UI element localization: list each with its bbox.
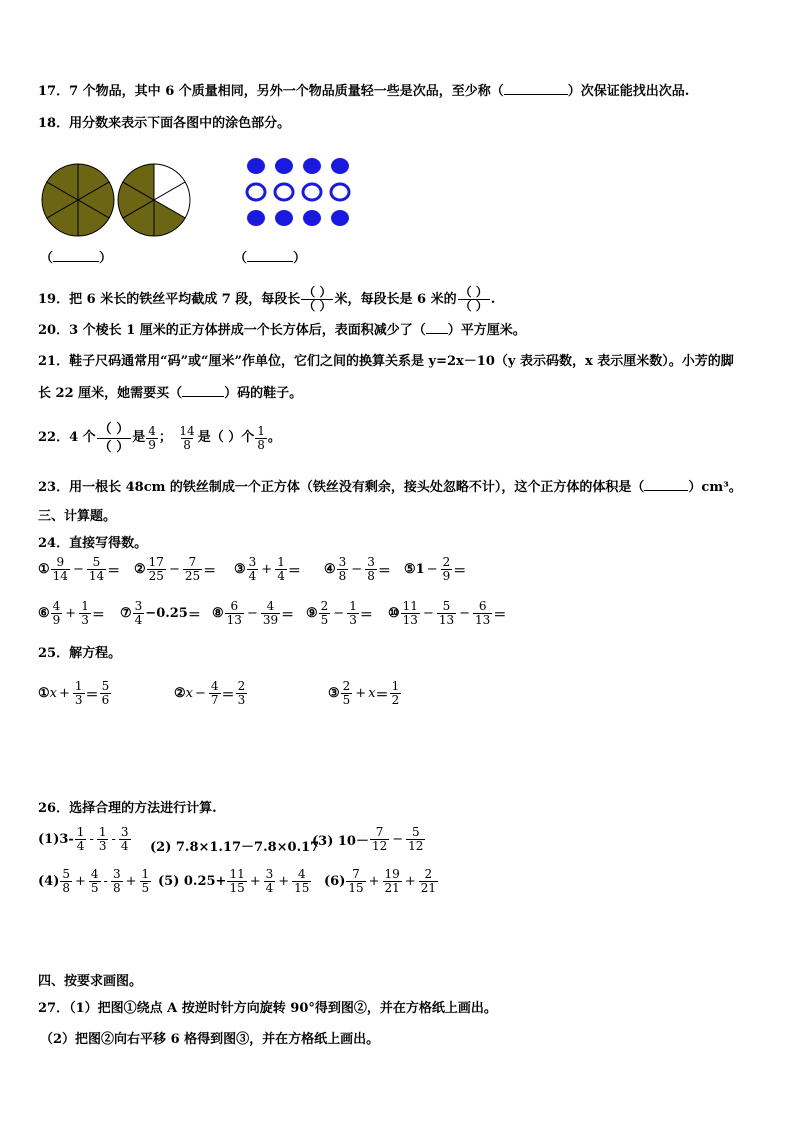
q25-text: 解方程。	[69, 646, 122, 661]
q24-item-10: ⑩ $\frac{11}{13}$ − $\frac{5}{13}$ − $\frac{6}{13}$ ＝	[388, 599, 507, 627]
q18-ans1-close: ）	[99, 251, 113, 266]
q26-text: 选择合理的方法进行计算.	[69, 801, 217, 816]
q22-number: 22．	[38, 430, 70, 445]
question-27-part-2: （2）把图②向右平移 6 格得到图③，并在方格纸上画出。	[40, 1032, 380, 1047]
question-25	[38, 645, 121, 663]
dot	[247, 210, 265, 226]
q20-text: 3 个棱长 1 厘米的正方体拼成一个长方体后，表面积减少了（	[69, 323, 426, 338]
q17-answer-blank[interactable]	[504, 82, 568, 95]
q21-number: 21．	[38, 354, 70, 369]
q26-problem-5: (5) 0.25+ $\frac{11}{15}$ + $\frac{3}{4}$ + $\frac{4}{15}$	[158, 867, 310, 895]
q18-answer-blank-2[interactable]	[247, 249, 293, 262]
q26-problem-4: (4) $\frac{5}{8}$ + $\frac{4}{5}$ - $\frac{3}{8}$ + $\frac{1}{5}$	[38, 867, 150, 895]
q26-problem-2: (2) 7.8×1.17－7.8×0.17	[150, 840, 320, 855]
question-20	[38, 321, 526, 340]
q25-equation-1: ① x + $\frac{1}{3}$ ＝ $\frac{5}{6}$	[38, 679, 110, 707]
q20-answer-blank[interactable]	[426, 321, 448, 334]
question-17	[38, 82, 689, 101]
q22-text-4: 是（ ）个	[197, 430, 255, 445]
q17-text-end: ）次保证能找出次品.	[567, 84, 690, 99]
q18-dots-figure	[242, 154, 362, 230]
full-circle	[42, 164, 114, 236]
q22-fraction-4-9: $\frac{4}{9}$	[148, 423, 156, 452]
q18-answer-2	[234, 249, 306, 268]
question-23	[38, 478, 742, 497]
dot	[247, 184, 265, 200]
q18-circles-figure	[40, 160, 200, 244]
question-27	[38, 1000, 497, 1018]
question-26	[38, 800, 217, 818]
dot	[331, 158, 349, 174]
q22-text-5: 。	[267, 430, 281, 445]
q24-item-4: ④ $\frac{3}{8}$ − $\frac{3}{8}$ ＝	[324, 555, 391, 583]
dot	[275, 184, 293, 200]
q18-ans2-open: （	[234, 251, 248, 266]
q24-item-9: ⑨ $\frac{2}{5}$ − $\frac{1}{3}$ ＝	[306, 599, 373, 627]
q23-answer-blank[interactable]	[644, 478, 688, 491]
q22-text-2: 是	[132, 430, 146, 445]
question-19	[38, 285, 495, 315]
q22-text-1: 4 个	[69, 430, 96, 445]
q17-text: 7 个物品，其中 6 个质量相同，另外一个物品质量轻一些是次品，至少称（	[69, 84, 504, 99]
q25-equation-2: ② x − $\frac{4}{7}$ ＝ $\frac{2}{3}$	[174, 679, 246, 707]
q24-text: 直接写得数。	[69, 536, 148, 551]
q22-fraction-1-8: $\frac{1}{8}$	[257, 423, 265, 452]
q24-item-3: ③ $\frac{3}{4}$ + $\frac{1}{4}$ ＝	[234, 555, 301, 583]
q24-item-2: ② $\frac{17}{25}$ − $\frac{7}{25}$ ＝	[134, 555, 217, 583]
q24-item-7: ⑦ $\frac{3}{4}$ −0.25 ＝	[120, 599, 201, 627]
q18-answer-1	[40, 249, 112, 268]
dot	[275, 210, 293, 226]
question-24	[38, 535, 147, 553]
q23-text: 用一根长 48cm 的铁丝制成一个正方体（铁丝没有剩余，接头处忽略不计），这个正方体的体积是（	[69, 480, 645, 495]
q24-item-6: ⑥ $\frac{4}{9}$ + $\frac{1}{3}$ ＝	[38, 599, 105, 627]
section-3-heading: 三、计算题。	[38, 509, 117, 524]
partial-circle	[118, 164, 190, 236]
dot	[331, 184, 349, 200]
dot	[331, 210, 349, 226]
q24-item-5: ⑤ 1 − $\frac{2}{9}$ ＝	[404, 555, 467, 583]
q19-number: 19．	[38, 292, 70, 307]
dot	[275, 158, 293, 174]
q21-text: 鞋子尺码通常用“码”或“厘米”作单位，它们之间的换算关系是 y=2x－10（y 表示码数，x 表示厘米数）。小芳的脚	[69, 354, 734, 369]
q18-text: 用分数来表示下面各图中的涂色部分。	[69, 116, 291, 131]
q21-text-end: ）码的鞋子。	[224, 386, 303, 401]
q24-item-8: ⑧ $\frac{6}{13}$ − $\frac{4}{39}$ ＝	[212, 599, 295, 627]
q24-item-1: ① $\frac{9}{14}$ − $\frac{5}{14}$ ＝	[38, 555, 121, 583]
question-21-line-2	[38, 384, 302, 403]
q27-part-1: （1）把图①绕点 A 按逆时针方向旋转 90°得到图②，并在方格纸上画出。	[69, 1001, 497, 1016]
q26-problem-1: (1)3- $\frac{1}{4}$ - $\frac{1}{3}$ - $\frac{3}{4}$	[38, 825, 129, 853]
question-21	[38, 353, 734, 371]
q22-fraction-14-8: $\frac{14}{8}$	[179, 423, 195, 452]
q19-period: .	[490, 292, 496, 307]
dot	[303, 158, 321, 174]
dot	[303, 210, 321, 226]
question-22	[38, 419, 281, 457]
q19-fraction-blank-1[interactable]: $\frac{( )}{( )}$	[303, 285, 332, 313]
q23-number: 23．	[38, 480, 70, 495]
q24-number: 24．	[38, 536, 70, 551]
q18-answer-blank-1[interactable]	[53, 249, 99, 262]
section-4-heading: 四、按要求画图。	[38, 974, 143, 989]
q26-problem-3: (3) 10－ $\frac{7}{12}$ − $\frac{5}{12}$	[312, 825, 424, 853]
q19-fraction-blank-2[interactable]: $\frac{( )}{( )}$	[459, 285, 488, 313]
q22-fraction-blank[interactable]: $\frac{( )}{( )}$	[98, 421, 130, 455]
q21-answer-blank[interactable]	[182, 384, 224, 397]
dot	[303, 184, 321, 200]
q17-number: 17．	[38, 84, 70, 99]
q22-text-3: ；	[158, 430, 172, 445]
q19-text: 把 6 米长的铁丝平均截成 7 段，每段长	[69, 292, 301, 307]
q18-number: 18．	[38, 116, 70, 131]
q23-text-end: ）cm³。	[688, 480, 742, 495]
q19-text-2: 米，每段长是 6 米的	[334, 292, 457, 307]
q20-number: 20．	[38, 323, 70, 338]
q25-equation-3: ③ $\frac{2}{5}$ + x ＝ $\frac{1}{2}$	[328, 679, 400, 707]
question-18	[38, 115, 290, 133]
q26-number: 26．	[38, 801, 70, 816]
q18-ans2-close: ）	[293, 251, 307, 266]
q27-number: 27．	[38, 1001, 70, 1016]
q25-number: 25．	[38, 646, 70, 661]
q26-problem-6: (6) $\frac{7}{15}$ + $\frac{19}{21}$ + $\frac{2}{21}$	[324, 867, 437, 895]
q20-text-end: ）平方厘米。	[447, 323, 526, 338]
dot	[247, 158, 265, 174]
q18-ans1-open: （	[40, 251, 54, 266]
q21-text-2: 长 22 厘米，她需要买（	[38, 386, 183, 401]
